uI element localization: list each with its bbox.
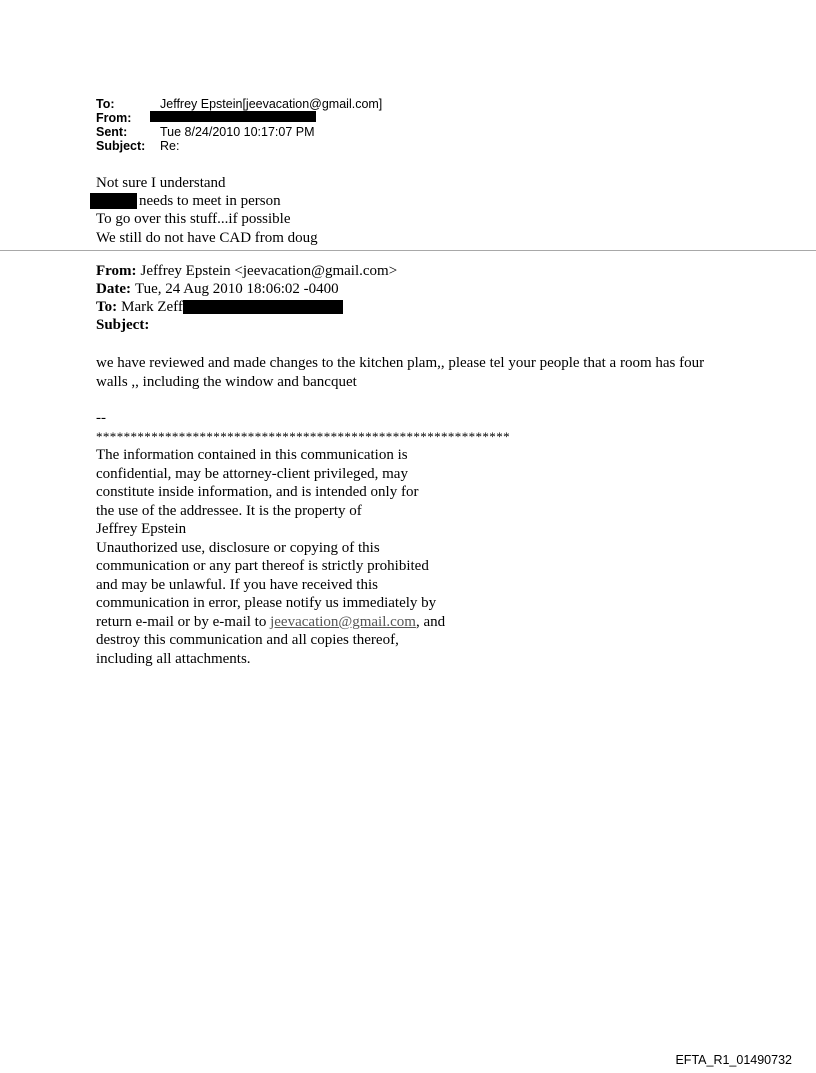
sent-value: Tue 8/24/2010 10:17:07 PM bbox=[160, 125, 315, 139]
disclaimer-line: The information contained in this communication is bbox=[96, 447, 408, 463]
redaction-bar bbox=[183, 300, 343, 314]
reply-line-text: needs to meet in person bbox=[139, 193, 281, 210]
disclaimer-lines bbox=[96, 446, 510, 613]
quoted-header bbox=[96, 262, 397, 334]
to-label: To: bbox=[96, 97, 115, 111]
from-label: From: bbox=[96, 111, 132, 125]
quoted-subject-label: Subject: bbox=[96, 317, 150, 333]
disclaimer-line: the use of the addressee. It is the property of bbox=[96, 502, 362, 519]
email-link[interactable]: jeevacation@gmail.com bbox=[270, 613, 416, 630]
document-id: EFTA_R1_01490732 bbox=[675, 1053, 792, 1067]
redaction-bar bbox=[90, 193, 137, 209]
quoted-from-row bbox=[96, 262, 397, 280]
reply-line: To go over this stuff...if possible bbox=[96, 211, 291, 228]
disclaimer-line: confidential, may be attorney-client privileged, may bbox=[96, 465, 408, 482]
return-suffix: , and bbox=[415, 613, 446, 630]
disclaimer-line: Unauthorized use, disclosure or copying of this bbox=[96, 539, 380, 556]
disclaimer-line: destroy this communication and all copies thereof, bbox=[96, 632, 399, 648]
signature-stars: ************************************************************ bbox=[96, 428, 510, 444]
reply-line bbox=[96, 192, 318, 210]
disclaimer-line: communication in error, please notify us immediately by bbox=[96, 595, 437, 611]
header-subject-row bbox=[96, 139, 382, 153]
quoted-date-value: Tue, 24 Aug 2010 18:06:02 -0400 bbox=[134, 281, 339, 297]
disclaimer-line: Jeffrey Epstein bbox=[96, 521, 187, 537]
disclaimer-line: and may be unlawful. If you have received this bbox=[96, 576, 378, 593]
disclaimer-line: communication or any part thereof is strictly prohibited bbox=[96, 558, 429, 574]
quoted-from-label: From: bbox=[96, 263, 137, 279]
disclaimer-line: including all attachments. bbox=[96, 650, 251, 667]
header-to-row bbox=[96, 97, 382, 111]
message-body: we have reviewed and made changes to the kitchen plam,, please tel your people that a room has four walls ,, including the window and bancquet bbox=[96, 355, 705, 390]
disclaimer-line: constitute inside information, and is intended only for bbox=[96, 484, 419, 500]
header-from-row bbox=[96, 111, 382, 125]
signature-dashes: -- bbox=[96, 410, 106, 426]
quoted-date-row bbox=[96, 280, 397, 298]
subject-label: Subject: bbox=[96, 139, 146, 153]
subject-value: Re: bbox=[160, 139, 180, 153]
quoted-to-row bbox=[96, 298, 397, 316]
return-prefix: return e-mail or by e-mail to bbox=[96, 613, 271, 630]
reply-line: We still do not have CAD from doug bbox=[96, 229, 318, 246]
quoted-to-label: To: bbox=[96, 299, 118, 315]
sent-label: Sent: bbox=[96, 125, 128, 139]
quoted-subject-row bbox=[96, 316, 397, 334]
reply-body bbox=[96, 174, 318, 247]
divider bbox=[0, 250, 816, 251]
to-value: Jeffrey Epstein[jeevacation@gmail.com] bbox=[160, 97, 383, 111]
quoted-from-value: Jeffrey Epstein <jeevacation@gmail.com> bbox=[140, 263, 398, 279]
header-sent-row bbox=[96, 125, 382, 139]
email-header bbox=[96, 97, 382, 153]
redaction-bar bbox=[150, 111, 316, 122]
reply-line: Not sure I understand bbox=[96, 175, 226, 191]
disclaimer bbox=[96, 409, 510, 668]
disclaimer-line bbox=[96, 613, 510, 632]
quoted-to-value: Mark Zeff bbox=[121, 299, 183, 315]
quoted-date-label: Date: bbox=[96, 281, 131, 297]
